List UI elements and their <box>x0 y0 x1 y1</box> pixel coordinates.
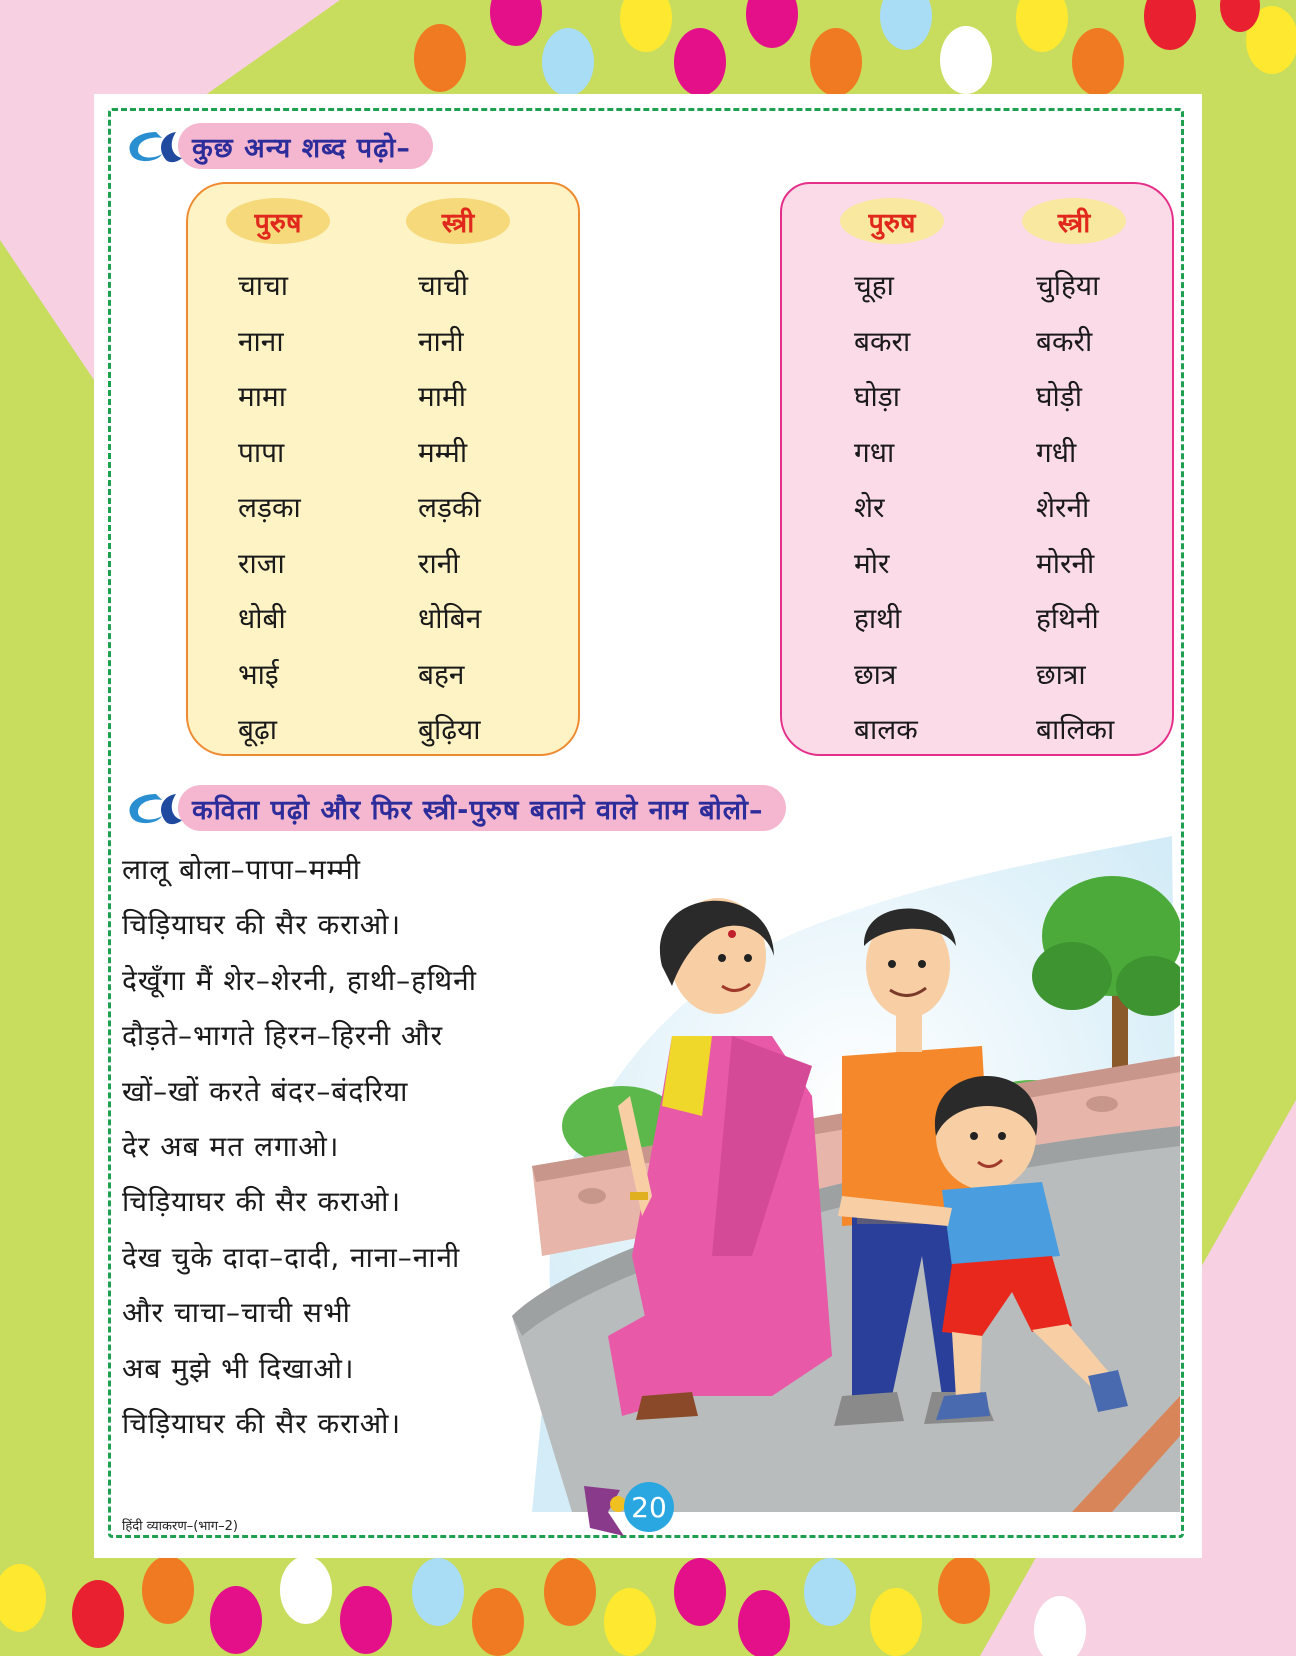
list-item: मोर <box>854 546 890 580</box>
list-item: बुढ़िया <box>418 713 481 746</box>
list-item: चूहा <box>854 269 894 302</box>
poem-line: देख चुके दादा–दादी, नाना–नानी <box>122 1240 461 1274</box>
poem <box>122 842 477 1451</box>
list-item: लड़की <box>418 491 481 524</box>
poem-line: दौड़ते–भागते हिरन–हिरनी और <box>122 1019 444 1053</box>
male-word-list <box>238 258 301 758</box>
list-item: छात्रा <box>1036 657 1086 691</box>
list-item: हथिनी <box>1036 602 1099 635</box>
list-item: शेर <box>854 491 885 524</box>
list-item: गधा <box>854 435 895 469</box>
female-word-list <box>1036 258 1114 758</box>
list-item: पापा <box>238 435 285 469</box>
polka-dots-bottom <box>0 1556 1086 1656</box>
list-item: रानी <box>418 546 460 580</box>
list-item: छात्र <box>854 657 897 691</box>
column-header-male: पुरुष <box>840 198 944 244</box>
poem-line: अब मुझे भी दिखाओ। <box>122 1351 355 1385</box>
column-header-female: स्त्री <box>406 198 510 244</box>
poem-line: चिड़ियाघर की सैर कराओ। <box>122 908 402 942</box>
list-item: मामा <box>238 380 286 413</box>
list-item: चाचा <box>238 269 289 302</box>
family-illustration <box>512 836 1180 1512</box>
column-header-male: पुरुष <box>226 198 330 244</box>
list-item: नानी <box>418 324 464 358</box>
poem-line: और चाचा–चाची सभी <box>122 1296 351 1330</box>
poem-line: चिड़ियाघर की सैर कराओ। <box>122 1185 402 1219</box>
list-item: बूढ़ा <box>238 713 278 746</box>
list-item: धोबिन <box>418 602 482 635</box>
list-item: मोरनी <box>1036 546 1095 580</box>
poem-line: खों–खों करते बंदर–बंदरिया <box>122 1074 409 1108</box>
heading-poem <box>122 784 786 832</box>
word-table-right <box>780 182 1174 756</box>
list-item: भाई <box>238 657 279 691</box>
list-item: गधी <box>1036 435 1077 469</box>
list-item: बकरी <box>1036 324 1093 358</box>
list-item: बकरा <box>854 324 911 358</box>
poem-line: चिड़ियाघर की सैर कराओ। <box>122 1406 402 1440</box>
swirl-icon <box>122 788 186 828</box>
list-item: चुहिया <box>1036 269 1100 302</box>
poem-line: देखूँगा मैं शेर–शेरनी, हाथी–हथिनी <box>122 963 477 997</box>
book-title: हिंदी व्याकरण–(भाग–2) <box>122 1519 238 1534</box>
list-item: बहन <box>418 657 465 691</box>
list-item: धोबी <box>238 602 286 635</box>
heading-poem-label: कविता पढ़ो और फिर स्त्री-पुरुष बताने वाले नाम बोलो– <box>178 785 786 831</box>
heading-words <box>122 122 433 170</box>
list-item: लड़का <box>238 491 301 524</box>
list-item: घोड़ा <box>854 380 901 413</box>
list-item: मामी <box>418 380 466 413</box>
word-table-left <box>186 182 580 756</box>
bookmark-ribbon-icon <box>580 1484 630 1540</box>
list-item: चाची <box>418 269 469 302</box>
polka-dots-top <box>414 0 1296 96</box>
male-word-list <box>854 258 918 758</box>
page-number: 20 <box>624 1482 674 1532</box>
poem-line: लालू बोला–पापा–मम्मी <box>122 853 362 886</box>
list-item: नाना <box>238 324 284 358</box>
heading-words-label: कुछ अन्य शब्द पढ़ो– <box>178 123 433 169</box>
list-item: हाथी <box>854 602 902 635</box>
list-item: शेरनी <box>1036 491 1090 524</box>
swirl-icon <box>122 126 186 166</box>
column-header-female: स्त्री <box>1022 198 1126 244</box>
list-item: राजा <box>238 546 285 580</box>
list-item: मम्मी <box>418 435 468 469</box>
list-item: बालक <box>854 713 918 746</box>
list-item: घोड़ी <box>1036 380 1083 413</box>
poem-line: देर अब मत लगाओ। <box>122 1129 340 1163</box>
female-word-list <box>418 258 481 758</box>
list-item: बालिका <box>1036 713 1115 746</box>
